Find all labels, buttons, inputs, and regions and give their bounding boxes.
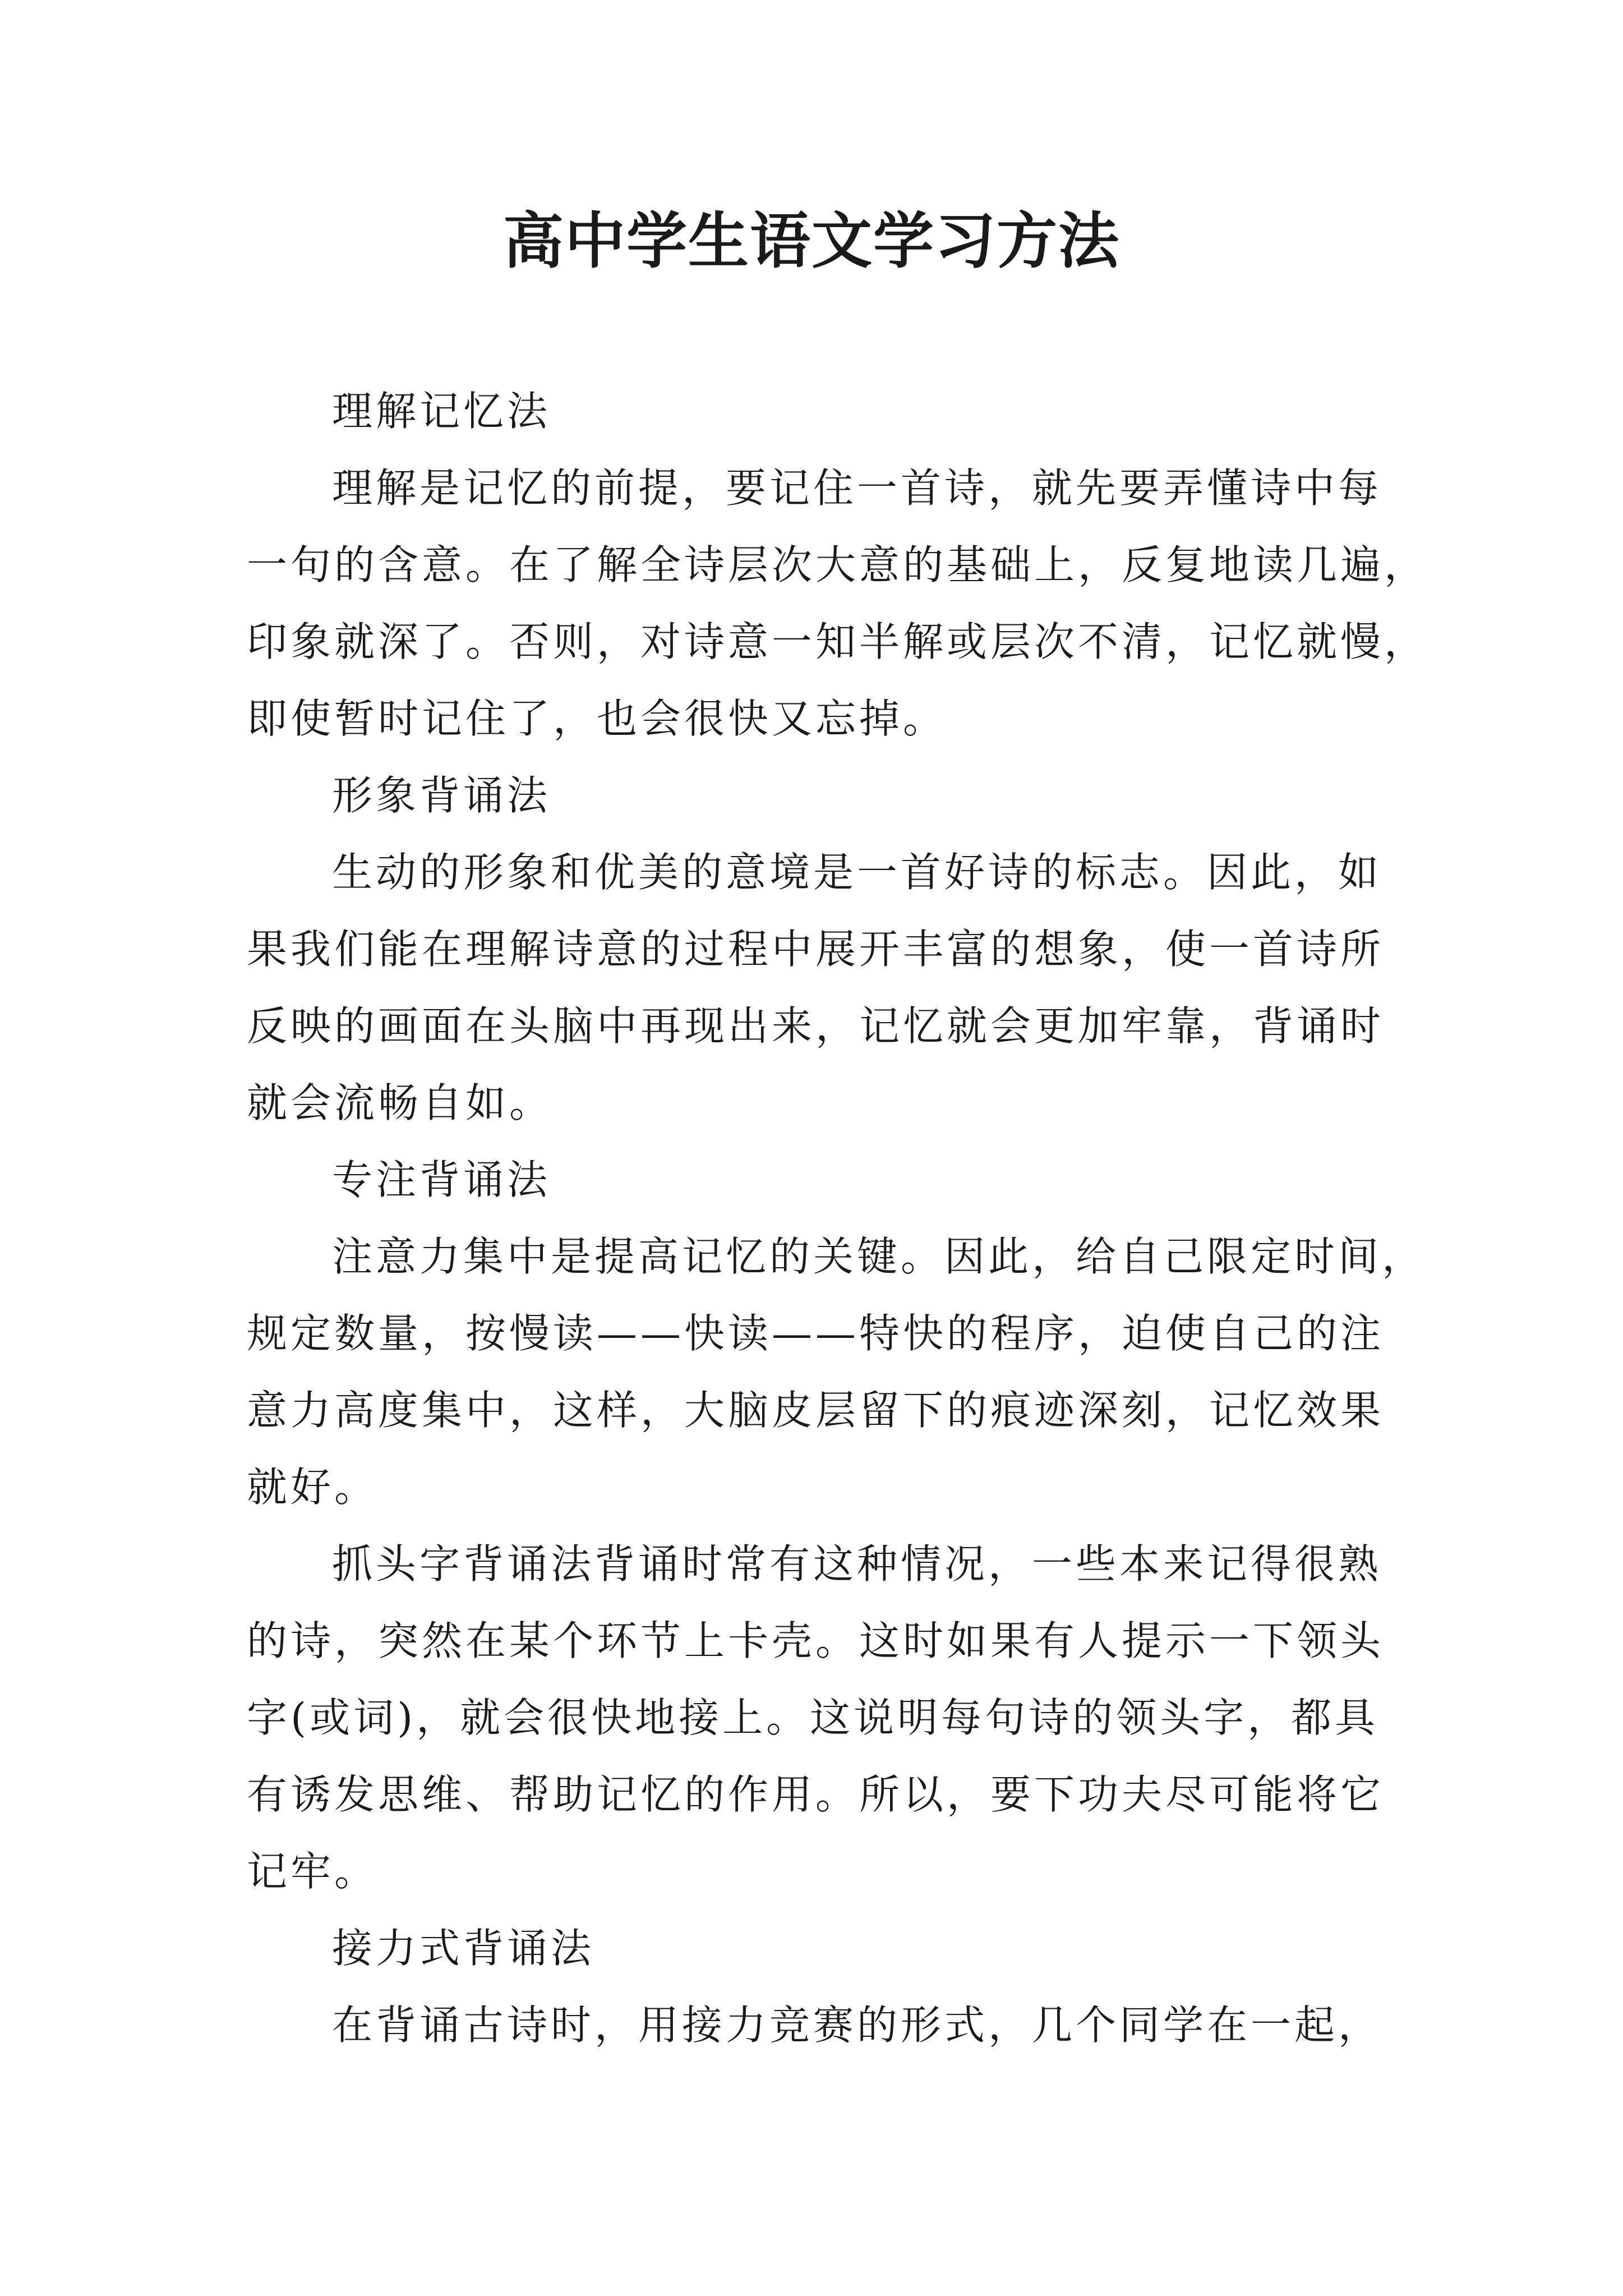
paragraph-line: 一句的含意。在了解全诗层次大意的基础上，反复地读几遍， [247,541,1428,588]
paragraph-line: 的诗，突然在某个环节上卡壳。这时如果有人提示一下领头 [247,1617,1385,1664]
paragraph-line: 有诱发思维、帮助记忆的作用。所以，要下功夫尽可能将它 [247,1771,1385,1818]
paragraph-line: 在背诵古诗时，用接力竞赛的形式，几个同学在一起， [332,2001,1382,2049]
paragraph-line: 就会流畅自如。 [247,1079,554,1126]
section-heading-focus-recitation: 专注背诵法 [332,1156,551,1203]
section-heading-relay-recitation: 接力式背诵法 [332,1925,595,1972]
section-heading-image-recitation: 形象背诵法 [332,772,551,819]
paragraph-line: 就好。 [247,1464,379,1511]
paragraph-line: 注意力集中是提高记忆的关键。因此，给自己限定时间， [332,1233,1426,1280]
paragraph-line: 理解是记忆的前提，要记住一首诗，就先要弄懂诗中每 [332,464,1382,512]
paragraph-line: 抓头字背诵法背诵时常有这种情况，一些本来记得很熟 [332,1540,1382,1588]
paragraph-line: 规定数量，按慢读——快读——特快的程序，迫使自己的注 [247,1310,1385,1357]
paragraph-line: 生动的形象和优美的意境是一首好诗的标志。因此，如 [332,849,1382,896]
paragraph-line: 记牢。 [247,1848,379,1895]
paragraph-line: 印象就深了。否则，对诗意一知半解或层次不清，记忆就慢， [247,618,1428,665]
paragraph-line: 即使暂时记住了，也会很快又忘掉。 [247,695,947,742]
paragraph-line: 意力高度集中，这样，大脑皮层留下的痕迹深刻，记忆效果 [247,1387,1385,1434]
paragraph-line: 果我们能在理解诗意的过程中展开丰富的想象，使一首诗所 [247,926,1385,973]
section-heading-understanding-memory: 理解记忆法 [332,388,551,435]
paragraph-line: 反映的画面在头脑中再现出来，记忆就会更加牢靠，背诵时 [247,1002,1385,1050]
document-title: 高中学生语文学习方法 [502,206,1120,277]
paragraph-line: 字(或词)，就会很快地接上。这说明每句诗的领头字，都具 [247,1694,1379,1741]
document-body [247,373,1428,2064]
